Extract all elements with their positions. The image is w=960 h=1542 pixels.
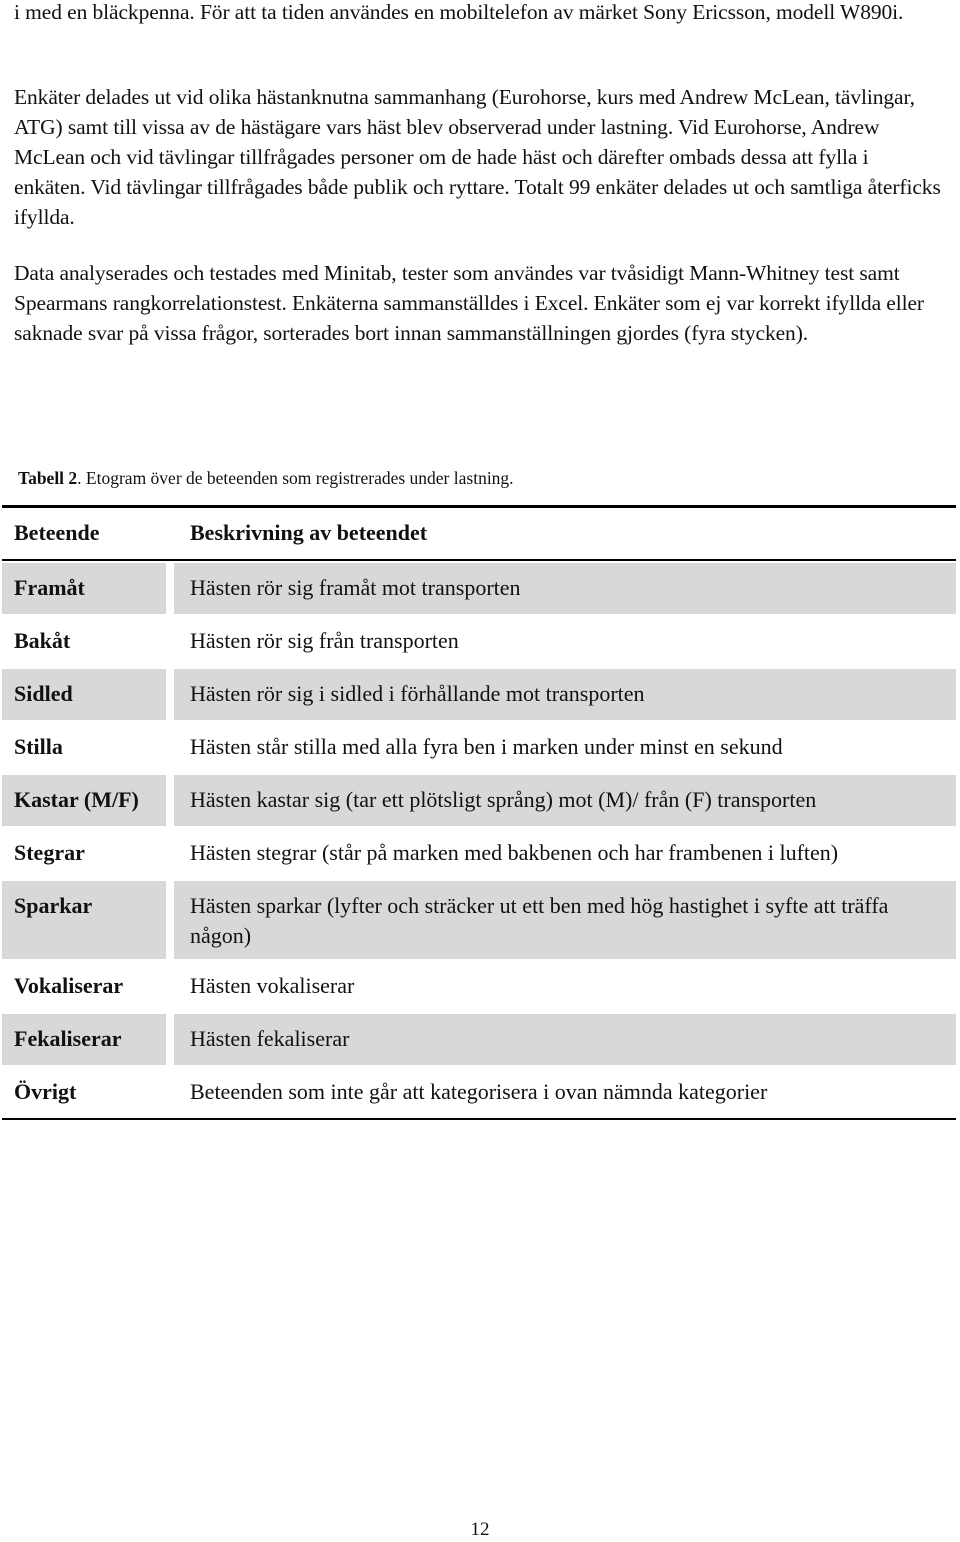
behavior-cell: Sparkar	[2, 881, 166, 959]
table-bottom-rule	[2, 1118, 956, 1120]
header-behavior: Beteende	[14, 520, 100, 545]
behavior-cell: Sidled	[2, 669, 166, 720]
description-cell: Hästen sparkar (lyfter och sträcker ut ett ben med hög hastighet i syfte att träffa någon)	[174, 881, 956, 959]
description-cell: Hästen rör sig i sidled i förhållande mot transporten	[174, 669, 956, 720]
header-description: Beskrivning av beteendet	[190, 520, 428, 545]
table-body	[2, 561, 956, 1118]
table-header-row	[2, 508, 956, 559]
description-cell: Hästen fekaliserar	[174, 1014, 956, 1065]
behavior-cell: Bakåt	[14, 628, 71, 653]
description-cell: Hästen kastar sig (tar ett plötsligt språng) mot (M)/ från (F) transporten	[174, 775, 956, 826]
table-row	[2, 1065, 956, 1118]
description-cell: Beteenden som inte går att kategorisera i ovan nämnda kategorier	[190, 1079, 768, 1104]
behavior-cell: Stegrar	[14, 840, 85, 865]
table-row	[2, 959, 956, 1012]
ethogram-table	[2, 505, 956, 1120]
table-row	[2, 773, 956, 826]
description-cell: Hästen rör sig framåt mot transporten	[174, 563, 956, 614]
table-row	[2, 879, 956, 959]
table-row	[2, 561, 956, 614]
paragraph-equipment: i med en bläckpenna. För att ta tiden användes en mobiltelefon av märket Sony Ericsson, modell W890i.	[14, 0, 904, 24]
table-caption	[18, 466, 514, 490]
behavior-cell: Övrigt	[14, 1079, 77, 1104]
description-cell: Hästen stegrar (står på marken med bakbenen och har frambenen i luften)	[190, 840, 839, 865]
behavior-cell: Fekaliserar	[2, 1014, 166, 1065]
table-row	[2, 614, 956, 667]
table-row	[2, 1012, 956, 1065]
page-number: 12	[470, 1519, 490, 1540]
behavior-cell: Kastar (M/F)	[2, 775, 166, 826]
behavior-cell: Stilla	[14, 734, 63, 759]
table-caption-text: . Etogram över de beteenden som registrerades under lastning.	[77, 468, 514, 488]
table-row	[2, 826, 956, 879]
description-cell: Hästen rör sig från transporten	[190, 628, 459, 653]
description-cell: Hästen vokaliserar	[190, 973, 355, 998]
table-row	[2, 720, 956, 773]
paragraph-questionnaires: Enkäter delades ut vid olika hästanknutna sammanhang (Eurohorse, kurs med Andrew McLean, tävlingar, ATG) samt till vissa av de hästägare vars häst blev observerad under lastning. Vid Eurohorse, Andrew McLean och vid tävlingar tillfrågades personer om de hade häst och därefter ombads dessa att fylla i enkäten. Vid tävlingar tillfrågades både publik och ryttare. Totalt 99 enkäter delades ut och samtliga återficks ifyllda.	[14, 85, 941, 229]
description-cell: Hästen står stilla med alla fyra ben i marken under minst en sekund	[190, 734, 783, 759]
behavior-cell: Vokaliserar	[14, 973, 124, 998]
paragraph-analysis: Data analyserades och testades med Minitab, tester som användes var tvåsidigt Mann-Whitney test samt Spearmans rangkorrelationstest. Enkäterna sammanställdes i Excel. Enkäter som ej var korrekt ifyllda eller saknade svar på vissa frågor, sorterades bort innan sammanställningen gjordes (fyra stycken).	[14, 261, 924, 345]
table-caption-label: Tabell 2	[18, 468, 78, 488]
table-row	[2, 667, 956, 720]
behavior-cell: Framåt	[2, 563, 166, 614]
